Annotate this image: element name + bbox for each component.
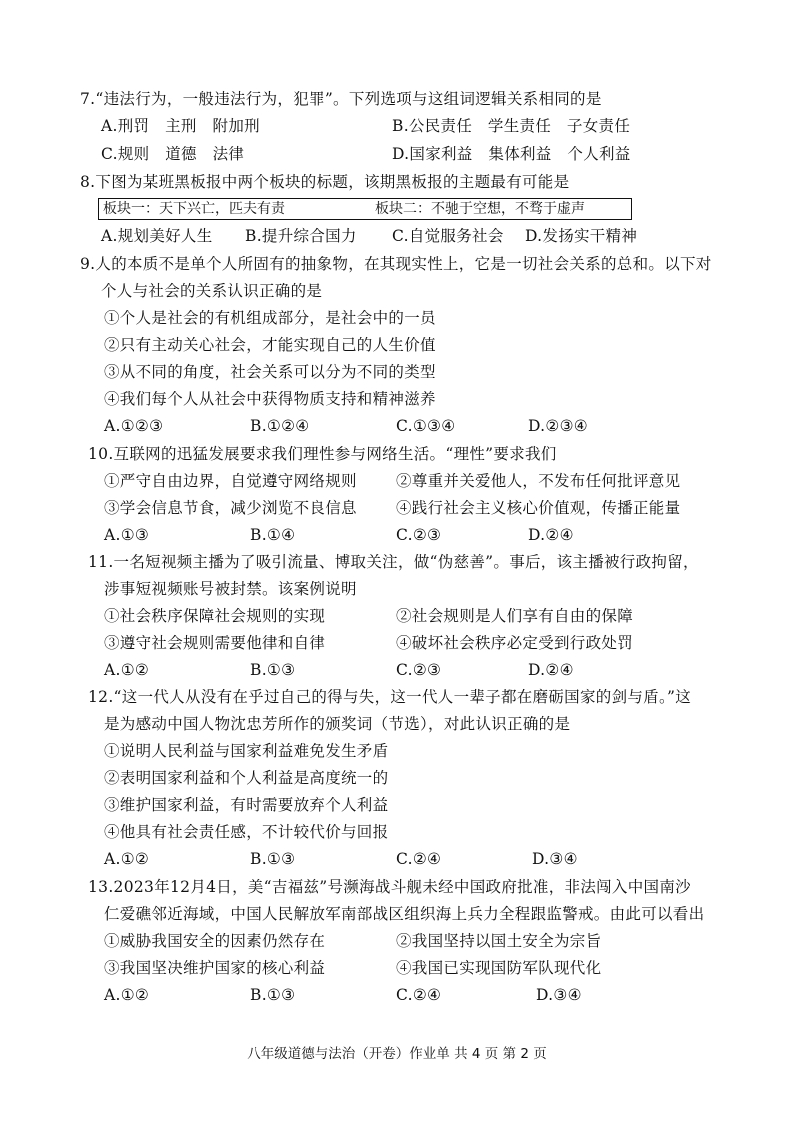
blackboard-panel-one: 板块一：天下兴亡，匹夫有责 (103, 201, 285, 217)
q10-statement-4: ④践行社会主义核心价值观，传播正能量 (396, 499, 681, 517)
q12-statement-2: ②表明国家利益和个人利益是高度统一的 (104, 769, 389, 787)
q9-option-a: A.①②③ (104, 417, 164, 435)
q11-option-a: A.①② (104, 661, 150, 679)
q8-option-d: D.发扬实干精神 (525, 227, 638, 245)
q11-statement-1: ①社会秩序保障社会规则的实现 (104, 607, 326, 625)
q10-option-a: A.①③ (104, 526, 150, 544)
q13-option-d: D.③④ (536, 986, 582, 1004)
q13-stem-line1: 13.2023年12月4日，美“吉福兹”号濒海战斗舰未经中国政府批准，非法闯入中国南沙 (88, 878, 691, 896)
q12-statement-1: ①说明人民利益与国家利益难免发生矛盾 (104, 742, 389, 760)
q11-option-c: C.②③ (396, 661, 442, 679)
q13-statement-1: ①威胁我国安全的因素仍然存在 (104, 932, 326, 950)
blackboard-panel-two: 板块二：不驰于空想，不骛于虚声 (375, 201, 585, 217)
q7-option-d: D.国家利益 集体利益 个人利益 (392, 145, 631, 163)
q9-stem-line2: 个人与社会的关系认识正确的是 (101, 282, 323, 300)
q10-option-c: C.②③ (396, 526, 442, 544)
q7-stem: 7.“违法行为，一般违法行为，犯罪”。下列选项与这组词逻辑关系相同的是 (80, 90, 602, 108)
q12-option-d: D.③④ (532, 850, 578, 868)
q9-statement-1: ①个人是社会的有机组成部分，是社会中的一员 (104, 309, 436, 327)
q12-stem-line2: 是为感动中国人物沈忠芳所作的颁奖词（节选），对此认识正确的是 (104, 715, 571, 733)
q8-stem: 8.下图为某班黑板报中两个板块的标题，该期黑板报的主题最有可能是 (80, 173, 570, 191)
blackboard-panel-box (98, 198, 632, 220)
q9-statement-2: ②只有主动关心社会，才能实现自己的人生价值 (104, 336, 436, 354)
q11-stem-line1: 11.一名短视频主播为了吸引流量、博取关注，做“伪慈善”。事后，该主播被行政拘留， (88, 553, 699, 571)
q11-statement-2: ②社会规则是人们享有自由的保障 (396, 607, 634, 625)
q11-stem-line2: 涉事短视频账号被封禁。该案例说明 (104, 580, 357, 598)
q11-option-b: B.①③ (250, 661, 296, 679)
q9-option-c: C.①③④ (396, 417, 456, 435)
q11-statement-4: ④破坏社会秩序必定受到行政处罚 (396, 634, 634, 652)
q12-stem-line1: 12.“这一代人从没有在乎过自己的得与失，这一代人一辈子都在磨砺国家的剑与盾。”这 (88, 688, 692, 706)
q12-statement-4: ④他具有社会责任感，不计较代价与回报 (104, 823, 389, 841)
q7-option-a: A.刑罚 主刑 附加刑 (101, 117, 260, 135)
page-footer: 八年级道德与法治（开卷）作业单 共 4 页 第 2 页 (247, 1046, 547, 1062)
q10-stem: 10.互联网的迅猛发展要求我们理性参与网络生活。“理性”要求我们 (88, 445, 557, 463)
q9-statement-4: ④我们每个人从社会中获得物质支持和精神滋养 (104, 390, 436, 408)
q13-statement-2: ②我国坚持以国土安全为宗旨 (396, 932, 602, 950)
q10-statement-2: ②尊重并关爱他人，不发布任何批评意见 (396, 472, 681, 490)
q9-option-b: B.①②④ (250, 417, 310, 435)
q8-option-b: B.提升综合国力 (245, 227, 357, 245)
q8-option-c: C.自觉服务社会 (392, 227, 504, 245)
q10-statement-3: ③学会信息节食，减少浏览不良信息 (104, 499, 357, 517)
q11-option-d: D.②④ (528, 661, 574, 679)
q12-option-a: A.①② (104, 850, 150, 868)
q10-option-b: B.①④ (250, 526, 296, 544)
q7-option-c: C.规则 道德 法律 (101, 145, 245, 163)
q9-stem-line1: 9.人的本质不是单个人所固有的抽象物，在其现实性上，它是一切社会关系的总和。以下对 (80, 255, 712, 273)
q13-statement-3: ③我国坚决维护国家的核心利益 (104, 959, 326, 977)
q13-statement-4: ④我国已实现国防军队现代化 (396, 959, 602, 977)
q9-statement-3: ③从不同的角度，社会关系可以分为不同的类型 (104, 363, 436, 381)
q13-stem-line2: 仁爱礁邻近海域，中国人民解放军南部战区组织海上兵力全程跟监警戒。由此可以看出 (104, 905, 705, 923)
q10-option-d: D.②④ (528, 526, 574, 544)
q12-statement-3: ③维护国家利益，有时需要放弃个人利益 (104, 796, 389, 814)
q11-statement-3: ③遵守社会规则需要他律和自律 (104, 634, 326, 652)
q13-option-b: B.①③ (250, 986, 296, 1004)
q12-option-b: B.①③ (250, 850, 296, 868)
q13-option-c: C.②④ (396, 986, 442, 1004)
q9-option-d: D.②③④ (528, 417, 588, 435)
q13-option-a: A.①② (104, 986, 150, 1004)
q8-option-a: A.规划美好人生 (101, 227, 213, 245)
q7-option-b: B.公民责任 学生责任 子女责任 (392, 117, 631, 135)
q12-option-c: C.②④ (396, 850, 442, 868)
q10-statement-1: ①严守自由边界，自觉遵守网络规则 (104, 472, 357, 490)
